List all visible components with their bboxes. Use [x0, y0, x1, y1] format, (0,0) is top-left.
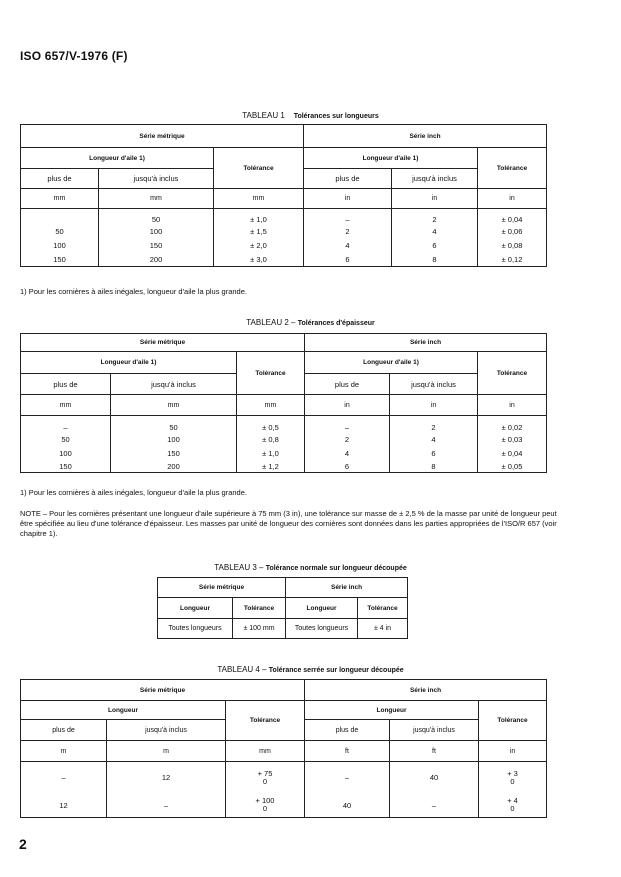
tolerance-lower: 0 [510, 776, 515, 786]
table1-inch-header: Série inch [304, 125, 547, 148]
table1-caption-title: Tolérances sur longueurs [293, 113, 379, 120]
table1-cell: ± 2,0 [214, 239, 304, 253]
table3-cell: ± 4 in [358, 619, 408, 639]
table2-cell: 4 [390, 433, 478, 447]
table4-cell: – [390, 794, 479, 818]
table2-cell: ± 0,8 [237, 433, 305, 447]
table2-cell: 6 [305, 461, 390, 473]
table4-caption-title: Tolérance serrée sur longueur découpée [268, 667, 404, 674]
table2-cell: – [21, 416, 111, 433]
table-row [21, 239, 547, 253]
table4-metric-tolerance-header: Tolérance [226, 701, 305, 741]
table2-cell: ± 0,02 [478, 416, 547, 433]
tolerance-upper: + 75 [257, 768, 273, 778]
table2-cell: 2 [305, 433, 390, 447]
table2-unit: in [478, 395, 547, 416]
table1-cell: ± 3,0 [214, 253, 304, 267]
table4-cell: – [107, 794, 226, 818]
table1-cell: 6 [304, 253, 392, 267]
table2-unit: mm [111, 395, 237, 416]
table1-cell: 4 [392, 225, 478, 239]
table1-inch-group: Longueur d'aile 1) [304, 148, 478, 169]
table2-metric-tolerance-header: Tolérance [237, 352, 305, 395]
table2-cell: 2 [390, 416, 478, 433]
table4-col-jusqua: jusqu'à inclus [107, 720, 226, 741]
table4-tolerance [256, 797, 275, 813]
table3-col-tolerance: Tolérance [233, 598, 286, 619]
table2-unit: in [305, 395, 390, 416]
table3-cell: Toutes longueurs [286, 619, 358, 639]
table4-tolerance-cell [479, 762, 547, 794]
table1-cell: ± 0,08 [478, 239, 547, 253]
table4-tolerance-cell [226, 762, 305, 794]
table2-cell: ± 0,05 [478, 461, 547, 473]
table1-cell [21, 209, 99, 225]
table3-caption-prefix: TABLEAU 3 – [214, 563, 264, 572]
table-row [21, 461, 547, 473]
table3-metric-header: Série métrique [158, 578, 286, 598]
table4-tolerance [507, 770, 518, 786]
table1 [20, 124, 547, 267]
tolerance-lower: 0 [262, 804, 268, 814]
table1-unit: mm [21, 189, 99, 209]
table3-cell: Toutes longueurs [158, 619, 233, 639]
table1-metric-tolerance-header: Tolérance [214, 148, 304, 189]
tolerance-lower: 0 [510, 804, 515, 814]
table1-cell: ± 1,5 [214, 225, 304, 239]
table1-unit: in [392, 189, 478, 209]
table4-cell: – [21, 762, 107, 794]
table2-col-jusqua-inch: jusqu'à inclus [390, 374, 478, 395]
table4-unit: ft [305, 741, 390, 762]
table3-cell: ± 100 mm [233, 619, 286, 639]
table1-caption-prefix: TABLEAU 1 [242, 111, 285, 120]
table3-col-longueur-inch: Longueur [286, 598, 358, 619]
table2-cell: ± 1,2 [237, 461, 305, 473]
table4-inch-header: Série inch [305, 680, 547, 701]
table4-tolerance-cell [226, 794, 305, 818]
table-row [21, 416, 547, 433]
table1-metric-header: Série métrique [21, 125, 304, 148]
table2-footnote: 1) Pour les cornières à ailes inégales, longueur d'aile la plus grande. [20, 488, 247, 497]
table2-cell: 100 [111, 433, 237, 447]
table4 [20, 679, 547, 818]
table1-unit: in [478, 189, 547, 209]
table-row [21, 225, 547, 239]
table3-col-longueur: Longueur [158, 598, 233, 619]
table-row [21, 433, 547, 447]
table2-inch-tolerance-header: Tolérance [478, 352, 547, 395]
table3 [157, 577, 408, 639]
table4-unit: m [107, 741, 226, 762]
table2-cell: 100 [21, 447, 111, 461]
table2-cell: 50 [111, 416, 237, 433]
table1-cell: 4 [304, 239, 392, 253]
table2-cell: 150 [21, 461, 111, 473]
table4-tolerance [258, 770, 273, 786]
table4-cell: 12 [107, 762, 226, 794]
table-row [158, 619, 408, 639]
table1-cell: 6 [392, 239, 478, 253]
table1-caption [0, 111, 621, 120]
note-paragraph: NOTE – Pour les cornières présentant une longueur d'aile supérieure à 75 mm (3 in), une tolérance sur masse de ± 2,5 % de la masse par unité de longueur peut être spécifiée au lieu d'une tolérance d'épaisseur. Les masses par unité de longueur des cornières sont données dans les parties appropriées de l'ISO/R 657 (voir chapitre 1). [20, 509, 557, 538]
table2-unit: mm [237, 395, 305, 416]
table2-cell: 200 [111, 461, 237, 473]
table-row [21, 209, 547, 225]
table1-cell: ± 0,12 [478, 253, 547, 267]
table1-col-plus-de: plus de [21, 169, 99, 189]
page-number: 2 [19, 836, 27, 852]
table2-col-plus-de-inch: plus de [305, 374, 390, 395]
table2-caption [0, 318, 621, 327]
table4-caption [0, 665, 621, 674]
table2-col-jusqua: jusqu'à inclus [111, 374, 237, 395]
table4-cell: – [305, 762, 390, 794]
table2-cell: ± 0,03 [478, 433, 547, 447]
table1-cell: 8 [392, 253, 478, 267]
table4-col-jusqua-inch: jusqu'à inclus [390, 720, 479, 741]
table4-unit: m [21, 741, 107, 762]
table1-col-jusqua-inch: jusqu'à inclus [392, 169, 478, 189]
table1-cell: 100 [99, 225, 214, 239]
table2-cell: 6 [390, 447, 478, 461]
table1-footnote: 1) Pour les cornières à ailes inégales, longueur d'aile la plus grande. [20, 287, 247, 296]
table4-col-plus-de: plus de [21, 720, 107, 741]
tolerance-upper: + 3 [507, 768, 518, 778]
table2-unit: in [390, 395, 478, 416]
table3-caption-title: Tolérance normale sur longueur découpée [265, 565, 407, 572]
table4-inch-tolerance-header: Tolérance [479, 701, 547, 741]
table1-cell: 50 [99, 209, 214, 225]
table1-cell: 2 [392, 209, 478, 225]
table2-caption-prefix: TABLEAU 2 – [246, 318, 296, 327]
table4-cell: 40 [305, 794, 390, 818]
table2-cell: ± 0,5 [237, 416, 305, 433]
table4-caption-prefix: TABLEAU 4 – [217, 665, 267, 674]
table3-col-tolerance-inch: Tolérance [358, 598, 408, 619]
table1-cell: 150 [99, 239, 214, 253]
table1-cell: 150 [21, 253, 99, 267]
table4-inch-group: Longueur [305, 701, 479, 720]
table1-unit: mm [214, 189, 304, 209]
table2-cell: 8 [390, 461, 478, 473]
table1-unit: mm [99, 189, 214, 209]
table1-cell: 2 [304, 225, 392, 239]
table1-col-jusqua: jusqu'à inclus [99, 169, 214, 189]
table3-inch-header: Série inch [286, 578, 408, 598]
table4-unit: in [479, 741, 547, 762]
table-row [21, 762, 547, 794]
table1-inch-tolerance-header: Tolérance [478, 148, 547, 189]
table4-unit: mm [226, 741, 305, 762]
table1-unit: in [304, 189, 392, 209]
table1-cell: – [304, 209, 392, 225]
table1-cell: ± 1,0 [214, 209, 304, 225]
table-row [21, 794, 547, 818]
table4-cell: 12 [21, 794, 107, 818]
table3-caption [0, 563, 621, 572]
table2-unit: mm [21, 395, 111, 416]
table4-tolerance [507, 797, 518, 813]
table-row [21, 447, 547, 461]
table2-metric-group: Longueur d'aile 1) [21, 352, 237, 374]
table1-metric-group: Longueur d'aile 1) [21, 148, 214, 169]
table1-cell: 200 [99, 253, 214, 267]
tolerance-lower: 0 [262, 776, 268, 786]
table2-cell: ± 0,04 [478, 447, 547, 461]
table4-metric-header: Série métrique [21, 680, 305, 701]
table4-tolerance-cell [479, 794, 547, 818]
table4-unit: ft [390, 741, 479, 762]
table2-cell: ± 1,0 [237, 447, 305, 461]
document-header: ISO 657/V-1976 (F) [20, 49, 128, 63]
table1-cell: 50 [21, 225, 99, 239]
table4-col-plus-de-inch: plus de [305, 720, 390, 741]
table4-cell: 40 [390, 762, 479, 794]
table1-cell: ± 0,04 [478, 209, 547, 225]
table4-metric-group: Longueur [21, 701, 226, 720]
table1-cell: ± 0,06 [478, 225, 547, 239]
table2-caption-title: Tolérances d'épaisseur [297, 320, 375, 327]
table2-cell: 4 [305, 447, 390, 461]
tolerance-upper: + 4 [507, 796, 518, 806]
table2-metric-header: Série métrique [21, 334, 305, 352]
table2-inch-header: Série inch [305, 334, 547, 352]
table1-col-plus-de-inch: plus de [304, 169, 392, 189]
table1-cell: 100 [21, 239, 99, 253]
table2-cell: – [305, 416, 390, 433]
table2-col-plus-de: plus de [21, 374, 111, 395]
table2-cell: 50 [21, 433, 111, 447]
tolerance-upper: + 100 [255, 796, 275, 806]
table2-cell: 150 [111, 447, 237, 461]
table2 [20, 333, 547, 473]
table2-inch-group: Longueur d'aile 1) [305, 352, 478, 374]
table-row [21, 253, 547, 267]
